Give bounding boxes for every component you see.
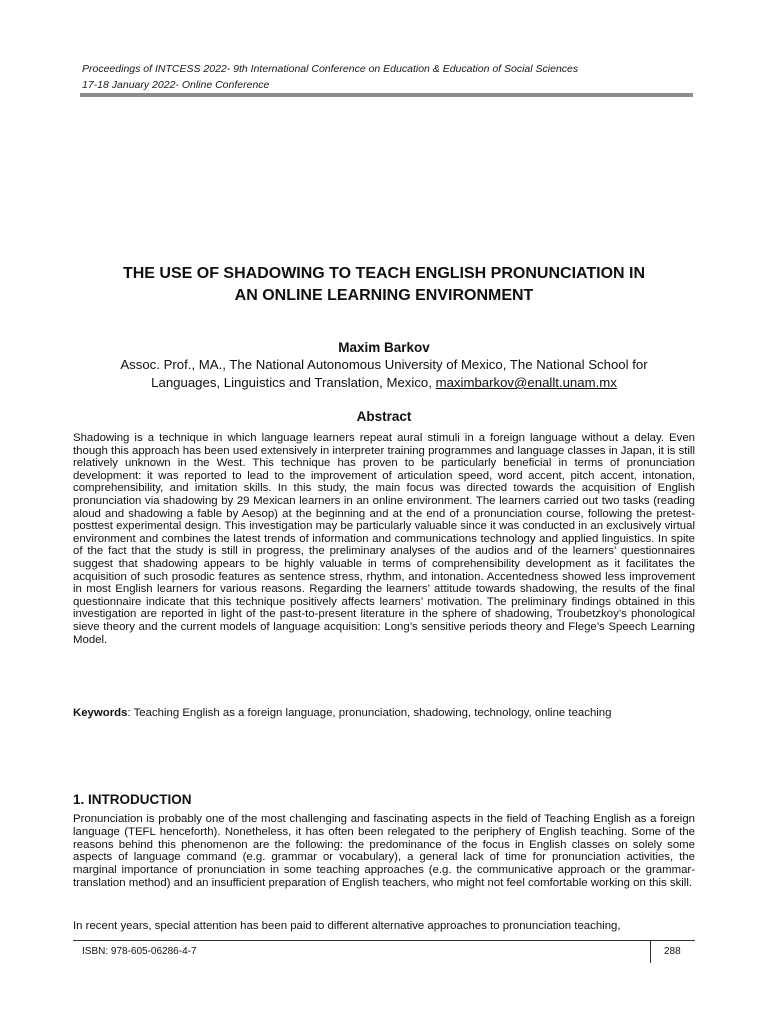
author-email-link[interactable]: maximbarkov@enallt.unam.mx	[435, 375, 617, 390]
header-divider	[80, 93, 693, 97]
affiliation-line-1: Assoc. Prof., MA., The National Autonomous University of Mexico, The National School for	[120, 357, 648, 372]
intro-paragraph-2: In recent years, special attention has been paid to different alternative approaches to pronunciation teaching,	[73, 920, 621, 932]
footer-vertical-divider	[650, 941, 651, 963]
footer-isbn: ISBN: 978-605-06286-4-7	[82, 946, 197, 957]
title-line-2: AN ONLINE LEARNING ENVIRONMENT	[234, 287, 534, 304]
title-line-1: THE USE OF SHADOWING TO TEACH ENGLISH PRONUNCIATION IN	[122, 265, 646, 282]
abstract-text: Shadowing is a technique in which language learners repeat aural stimuli in a foreign language without a delay. Even though this approach has been used extensively in interpreter training programmes and language classes in Japan, it is still relatively unknown in the West. This technique has proven to be particularly beneficial in terms of pronunciation development: it was reported to lead to the improvement of articulation speed, word accent, pitch accent, intonation, comprehensibility, and imitation skills. In this study, the main focus was directed towards the acquisition of English pronunciation via shadowing by 29 Mexican learners in an online environment. The learners carried out two tasks (reading aloud and shadowing a fable by Aesop) at the beginning and at the end of a pronunciation course, following the pretest-posttest experimental design. This investigation may be particularly valuable since it was conducted in an exclusively virtual environment and combines the latest trends of information and communications technology and applied linguistics. In spite of the fact that the study is still in progress, the preliminary analyses of the audios and of the learners’ questionnaires suggest that shadowing appears to be highly valuable in terms of comprehensibility development as it facilitates the acquisition of such prosodic features as sentence stress, rhythm, and intonation. Accentedness showed less improvement in most English learners for various reasons. Regarding the learners’ attitude towards shadowing, the results of the final questionnaire indicate that this technique positively affects learners’ motivation. The preliminary findings obtained in this investigation are reported in light of the past-to-present literature in the sphere of shadowing, Troubetzkoy’s phonological sieve theory and the current models of language acquisition: Long’s sensitive periods theory and Flege’s Speech Learning Model.	[73, 432, 695, 646]
section-heading-introduction: 1. INTRODUCTION	[73, 792, 192, 807]
keywords-list: : Teaching English as a foreign language, pronunciation, shadowing, technology, online teaching	[127, 707, 612, 719]
abstract-heading: Abstract	[356, 409, 412, 424]
keywords-label: Keywords	[73, 707, 128, 719]
footer-divider	[73, 940, 695, 941]
running-header	[82, 61, 694, 93]
intro-paragraph-1: Pronunciation is probably one of the most challenging and fascinating aspects in the field of Teaching English as a foreign language (TEFL henceforth). Nonetheless, it has often been relegated to the periphery of English teaching. Some of the reasons behind this phenomenon are the following: the predominance of the focus in English classes on solely some aspects of language command (e.g. grammar or vocabulary), a general lack of time for pronunciation activities, the marginal importance of pronunciation in some teaching approaches (e.g. the communicative approach or the grammar-translation method) and an insufficient preparation of English teachers, who might not feel comfortable working on this skill.	[73, 813, 695, 889]
page-number: 288	[664, 946, 681, 957]
author-name: Maxim Barkov	[338, 340, 430, 355]
affiliation-line-2	[60, 374, 708, 392]
affiliation-text: Languages, Linguistics and Translation, Mexico,	[151, 375, 432, 390]
header-conference: Proceedings of INTCESS 2022- 9th International Conference on Education & Education of Social Sciences	[82, 63, 579, 75]
keywords	[73, 706, 713, 720]
author-affiliation	[60, 356, 708, 392]
paper-title	[60, 263, 708, 307]
header-date: 17-18 January 2022- Online Conference	[82, 79, 270, 91]
